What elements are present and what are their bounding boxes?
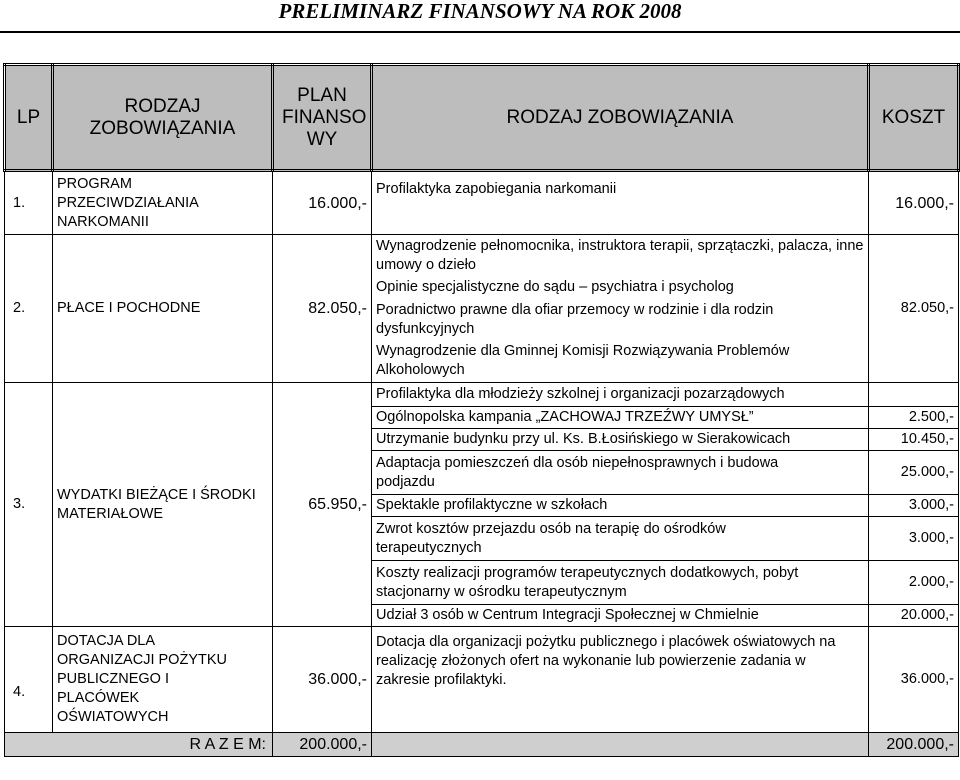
row-name: DOTACJA DLA ORGANIZACJI POŻYTKU PUBLICZNEGO I PLACÓWEK OŚWIATOWYCH bbox=[53, 627, 273, 733]
header-koszt: KOSZT bbox=[869, 65, 959, 171]
item-desc: Profilaktyka zapobiegania narkomanii bbox=[376, 181, 617, 197]
item-cost: 2.000,- bbox=[869, 561, 959, 605]
budget-table bbox=[3, 63, 960, 757]
item-cost: 25.000,- bbox=[869, 451, 959, 495]
row-desc bbox=[372, 171, 869, 235]
title-underline bbox=[0, 31, 960, 33]
item-desc: Koszty realizacji programów terapeutycznych dodatkowych, pobyt stacjonarny w ośrodku terapeutycznym bbox=[372, 561, 869, 605]
row-plan: 65.950,- bbox=[273, 383, 372, 627]
item-desc: Dotacja dla organizacji pożytku publicznego i placówek oświatowych na realizację złożonych ofert na wykonanie lub powierzenie zadania w zakresie profilaktyki. bbox=[372, 627, 869, 733]
row-name: PŁACE I POCHODNE bbox=[53, 235, 273, 383]
total-plan: 200.000,- bbox=[273, 733, 372, 757]
item-desc: Zwrot kosztów przejazdu osób na terapię do ośrodków terapeutycznych bbox=[372, 517, 869, 561]
item-cost: 36.000,- bbox=[869, 627, 959, 733]
item-desc: Spektakle profilaktyczne w szkołach bbox=[372, 495, 869, 517]
header-lp: LP bbox=[5, 65, 53, 171]
row-plan: 16.000,- bbox=[273, 171, 372, 235]
item-desc: Opinie specjalistyczne do sądu – psychiatra i psycholog bbox=[372, 277, 869, 299]
item-cost: 3.000,- bbox=[869, 517, 959, 561]
row-name: WYDATKI BIEŻĄCE I ŚRODKI MATERIAŁOWE bbox=[53, 383, 273, 627]
row-lp: 3. bbox=[5, 383, 53, 627]
item-desc: Ogólnopolska kampania „ZACHOWAJ TRZEŹWY UMYSŁ” bbox=[372, 407, 869, 429]
header-rodzaj: RODZAJ ZOBOWIĄZANIA bbox=[53, 65, 273, 171]
total-label: R A Z E M: bbox=[5, 733, 273, 757]
item-desc: Wynagrodzenie dla Gminnej Komisji Rozwiązywania Problemów Alkoholowych bbox=[372, 341, 869, 383]
item-desc: Utrzymanie budynku przy ul. Ks. B.Łosińskiego w Sierakowicach bbox=[372, 429, 869, 451]
row-cost: 16.000,- bbox=[869, 171, 959, 235]
row-lp: 2. bbox=[5, 235, 53, 383]
row-plan: 36.000,- bbox=[273, 627, 372, 733]
table-row bbox=[5, 171, 959, 235]
table-row bbox=[5, 627, 959, 733]
row-name: PROGRAM PRZECIWDZIAŁANIA NARKOMANII bbox=[53, 171, 273, 235]
item-cost: 2.500,- bbox=[869, 407, 959, 429]
row-cost: 82.050,- bbox=[869, 235, 959, 383]
item-desc: Wynagrodzenie pełnomocnika, instruktora terapii, sprzątaczki, palacza, inne umowy o dzieło bbox=[372, 235, 869, 277]
item-cost: 3.000,- bbox=[869, 495, 959, 517]
total-empty bbox=[372, 733, 869, 757]
total-row bbox=[5, 733, 959, 757]
header-plan: PLAN FINANSO WY bbox=[273, 65, 372, 171]
table-row bbox=[5, 383, 959, 407]
table-row bbox=[5, 235, 959, 277]
table-header-row bbox=[5, 65, 959, 171]
document-title: PRELIMINARZ FINANSOWY NA ROK 2008 bbox=[278, 0, 682, 23]
total-cost: 200.000,- bbox=[869, 733, 959, 757]
header-rodzaj-2: RODZAJ ZOBOWIĄZANIA bbox=[372, 65, 869, 171]
item-cost bbox=[869, 383, 959, 407]
item-desc: Adaptacja pomieszczeń dla osób niepełnosprawnych i budowa podjazdu bbox=[372, 451, 869, 495]
row-lp: 1. bbox=[5, 171, 53, 235]
item-desc: Profilaktyka dla młodzieży szkolnej i organizacji pozarządowych bbox=[372, 383, 869, 407]
item-cost: 20.000,- bbox=[869, 605, 959, 627]
item-cost: 10.450,- bbox=[869, 429, 959, 451]
item-desc: Poradnictwo prawne dla ofiar przemocy w rodzinie i dla rodzin dysfunkcyjnych bbox=[372, 299, 869, 341]
item-desc: Udział 3 osób w Centrum Integracji Społecznej w Chmielnie bbox=[372, 605, 869, 627]
row-lp: 4. bbox=[5, 627, 53, 733]
row-plan: 82.050,- bbox=[273, 235, 372, 383]
